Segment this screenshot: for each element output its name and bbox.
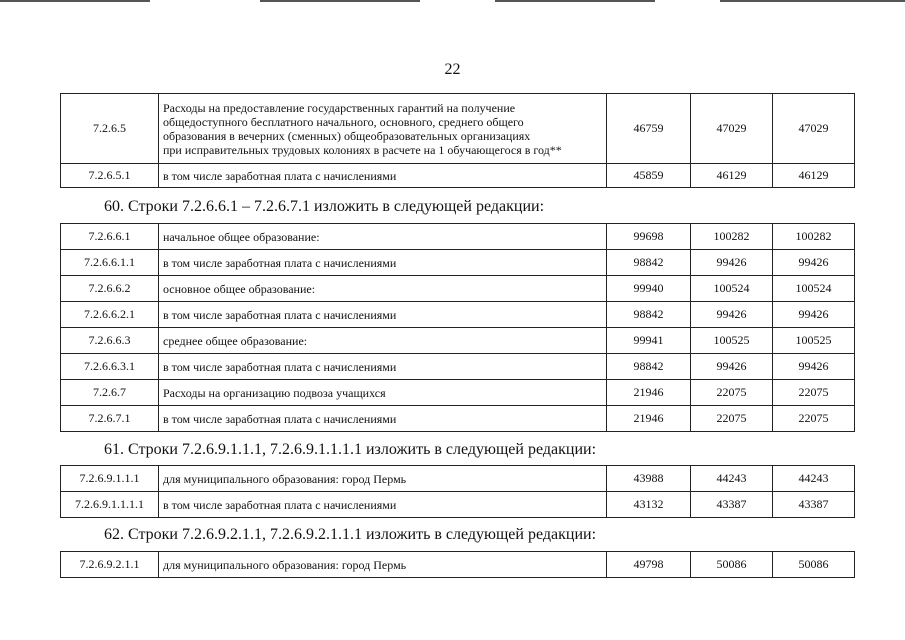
row-value-2: 99426 <box>691 302 773 328</box>
row-value-1: 99941 <box>607 328 691 354</box>
row-value-1: 98842 <box>607 302 691 328</box>
row-value-1: 98842 <box>607 250 691 276</box>
table-row <box>61 492 855 518</box>
table-row <box>61 302 855 328</box>
row-value-3: 99426 <box>773 250 855 276</box>
row-value-3: 22075 <box>773 406 855 432</box>
row-value-2: 100525 <box>691 328 773 354</box>
row-value-2: 99426 <box>691 250 773 276</box>
row-code: 7.2.6.9.1.1.1.1 <box>61 492 159 518</box>
row-code: 7.2.6.6.1.1 <box>61 250 159 276</box>
row-value-1: 45859 <box>607 164 691 188</box>
row-description: для муниципального образования: город Пермь <box>159 552 607 578</box>
row-value-1: 21946 <box>607 380 691 406</box>
row-value-3: 50086 <box>773 552 855 578</box>
row-description: в том числе заработная плата с начислениями <box>159 164 607 188</box>
row-value-1: 46759 <box>607 94 691 164</box>
row-code: 7.2.6.5.1 <box>61 164 159 188</box>
row-code: 7.2.6.9.2.1.1 <box>61 552 159 578</box>
table-row <box>61 164 855 188</box>
row-value-1: 49798 <box>607 552 691 578</box>
row-value-3: 43387 <box>773 492 855 518</box>
row-value-3: 99426 <box>773 302 855 328</box>
table-row <box>61 466 855 492</box>
row-value-1: 99698 <box>607 224 691 250</box>
row-value-2: 99426 <box>691 354 773 380</box>
budget-table-4 <box>60 551 855 578</box>
row-value-2: 22075 <box>691 406 773 432</box>
table-row <box>61 224 855 250</box>
table-row <box>61 94 855 164</box>
budget-table-2 <box>60 223 855 432</box>
row-description: в том числе заработная плата с начислениями <box>159 354 607 380</box>
description-line: общедоступного бесплатного начального, основного, среднего общего <box>163 114 524 129</box>
scan-top-edge <box>0 0 905 2</box>
row-value-1: 43132 <box>607 492 691 518</box>
row-value-3: 99426 <box>773 354 855 380</box>
row-description: начальное общее образование: <box>159 224 607 250</box>
page-number: 22 <box>444 61 461 78</box>
row-value-1: 98842 <box>607 354 691 380</box>
row-value-3: 100525 <box>773 328 855 354</box>
row-value-2: 44243 <box>691 466 773 492</box>
row-description: в том числе заработная плата с начислениями <box>159 492 607 518</box>
row-description: для муниципального образования: город Пермь <box>159 466 607 492</box>
table-row <box>61 328 855 354</box>
row-value-1: 43988 <box>607 466 691 492</box>
row-code: 7.2.6.7 <box>61 380 159 406</box>
table-row <box>61 552 855 578</box>
row-description: в том числе заработная плата с начислениями <box>159 406 607 432</box>
row-value-2: 22075 <box>691 380 773 406</box>
row-value-3: 100524 <box>773 276 855 302</box>
table-row <box>61 354 855 380</box>
instruction-60: 60. Строки 7.2.6.6.1 – 7.2.6.7.1 изложить в следующей редакции: <box>104 198 545 215</box>
row-code: 7.2.6.6.2.1 <box>61 302 159 328</box>
row-description: среднее общее образование: <box>159 328 607 354</box>
description-line: Расходы на предоставление государственных гарантий на получение <box>163 100 516 115</box>
row-description: основное общее образование: <box>159 276 607 302</box>
row-value-2: 50086 <box>691 552 773 578</box>
row-value-2: 100524 <box>691 276 773 302</box>
row-code: 7.2.6.6.3.1 <box>61 354 159 380</box>
row-value-3: 100282 <box>773 224 855 250</box>
row-code: 7.2.6.6.1 <box>61 224 159 250</box>
description-line: образования в вечерних (сменных) общеобразовательных организациях <box>163 128 531 143</box>
row-description: в том числе заработная плата с начислениями <box>159 250 607 276</box>
instruction-61: 61. Строки 7.2.6.9.1.1.1, 7.2.6.9.1.1.1.1 изложить в следующей редакции: <box>104 441 597 458</box>
row-description <box>159 94 607 164</box>
row-code: 7.2.6.7.1 <box>61 406 159 432</box>
row-code: 7.2.6.6.2 <box>61 276 159 302</box>
row-value-2: 100282 <box>691 224 773 250</box>
row-value-3: 46129 <box>773 164 855 188</box>
row-code: 7.2.6.6.3 <box>61 328 159 354</box>
table-row <box>61 406 855 432</box>
row-description: в том числе заработная плата с начислениями <box>159 302 607 328</box>
row-value-2: 43387 <box>691 492 773 518</box>
row-value-2: 46129 <box>691 164 773 188</box>
budget-table-3 <box>60 465 855 518</box>
row-description: Расходы на организацию подвоза учащихся <box>159 380 607 406</box>
table-row <box>61 380 855 406</box>
row-value-1: 99940 <box>607 276 691 302</box>
row-value-2: 47029 <box>691 94 773 164</box>
table-row <box>61 276 855 302</box>
row-value-3: 22075 <box>773 380 855 406</box>
budget-table-1 <box>60 93 855 188</box>
instruction-62: 62. Строки 7.2.6.9.2.1.1, 7.2.6.9.2.1.1.1 изложить в следующей редакции: <box>104 526 597 543</box>
description-line: при исправительных трудовых колониях в расчете на 1 обучающегося в год** <box>163 142 562 157</box>
row-code: 7.2.6.9.1.1.1 <box>61 466 159 492</box>
row-value-3: 44243 <box>773 466 855 492</box>
row-code: 7.2.6.5 <box>61 94 159 164</box>
table-row <box>61 250 855 276</box>
row-value-1: 21946 <box>607 406 691 432</box>
row-value-3: 47029 <box>773 94 855 164</box>
